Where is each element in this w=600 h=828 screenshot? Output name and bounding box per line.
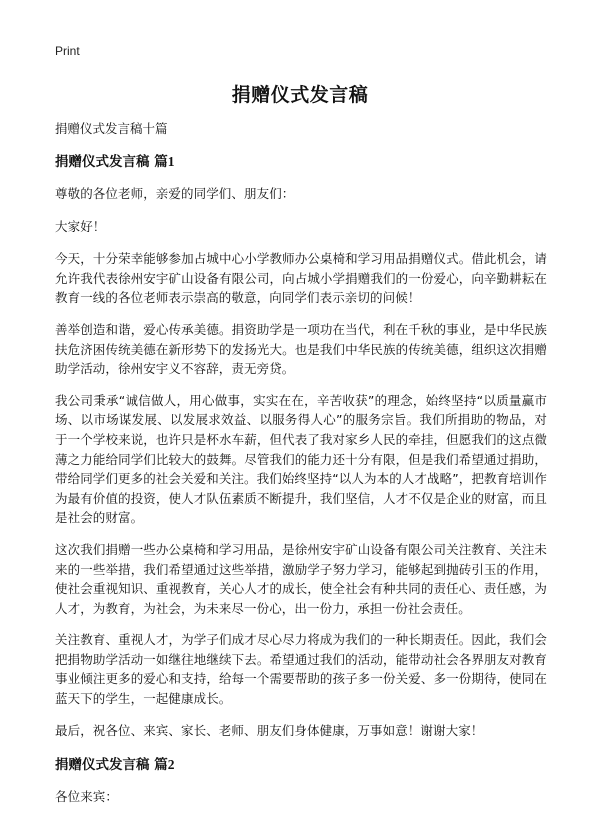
body-paragraph: 关注教育、重视人才，为学子们成才尽心尽力将成为我们的一种长期责任。因此，我们会把捐物助学活动一如继往地继续下去。希望通过我们的活动，能带动社会各界朋友对教育事业倾注更多的爱心和支持，给每一个需要帮助的孩子多一份关爱、多一份期待，使同在蓝天下的学生，一起健康成长。 (55, 632, 547, 707)
section-heading-number: 1 (167, 154, 175, 169)
document-body (55, 121, 547, 820)
body-paragraph: 善举创造和谐，爱心传承美德。捐资助学是一项功在当代，利在千秋的事业，是中华民族扶危济困传统美德在新形势下的发扬光大。也是我们中华民族的传统美德，组织这次捐赠助学活动，徐州安宇义不容辞，责无旁贷。 (55, 321, 547, 377)
greeting-paragraph: 大家好！ (55, 218, 106, 234)
salutation-paragraph: 各位来宾： (55, 789, 119, 805)
body-paragraph: 我公司秉承“诚信做人，用心做事，实实在在，辛苦收获”的理念，始终坚持“以质量赢市场、以市场谋发展、以发展求效益、以服务得人心”的服务宗旨。我们所捐助的物品，对于一个学校来说，也许只是杯水车薪，但代表了我对家乡人民的牵挂，但愿我们的这点微薄之力能给同学们比较大的鼓舞。尽管我们的能力还十分有限，但是我们希望通过捐助，带给同学们更多的社会关爱和关注。我们始终坚持“以人为本的人才战略”，把教育培训作为最有价值的投资，使人才队伍素质不断提升，我们坚信，人才不仅是企业的财富，而且是社会的财富。 (55, 392, 547, 526)
section-heading-text: 捐赠仪式发言稿 篇 (55, 154, 168, 170)
body-paragraph: 这次我们捐赠一些办公桌椅和学习用品，是徐州安宇矿山设备有限公司关注教育、关注未来的一些举措，我们希望通过这些举措，激励学子努力学习，能够起到抛砖引玉的作用，使社会重视知识、重视教育，关心人才的成长，使全社会有种共同的责任心、责任感，为人才，为教育，为社会，为未来尽一份心，出一份力，承担一份社会责任。 (55, 541, 547, 616)
body-paragraph: 今天，十分荣幸能够参加占城中心小学教师办公桌椅和学习用品捐赠仪式。借此机会，请允许我代表徐州安宇矿山设备有限公司，向占城小学捐赠我们的一份爱心，向辛勤耕耘在教育一线的各位老师表示崇高的敬意，向同学们表示亲切的问候！ (55, 251, 547, 306)
salutation-paragraph: 尊敬的各位老师，亲爱的同学们、朋友们： (55, 186, 295, 201)
section-heading-1 (55, 153, 547, 171)
section-heading-number: 2 (167, 757, 175, 773)
section-heading-2 (55, 756, 547, 774)
document-title: 捐赠仪式发言稿 (231, 84, 369, 106)
print-link[interactable]: Print (55, 44, 80, 58)
section-heading-text: 捐赠仪式发言稿 篇 (55, 757, 168, 774)
document-subtitle: 捐赠仪式发言稿十篇 (55, 121, 168, 136)
closing-paragraph: 最后，祝各位、来宾、家长、老师、朋友们身体健康，万事如意！谢谢大家！ (55, 722, 484, 738)
